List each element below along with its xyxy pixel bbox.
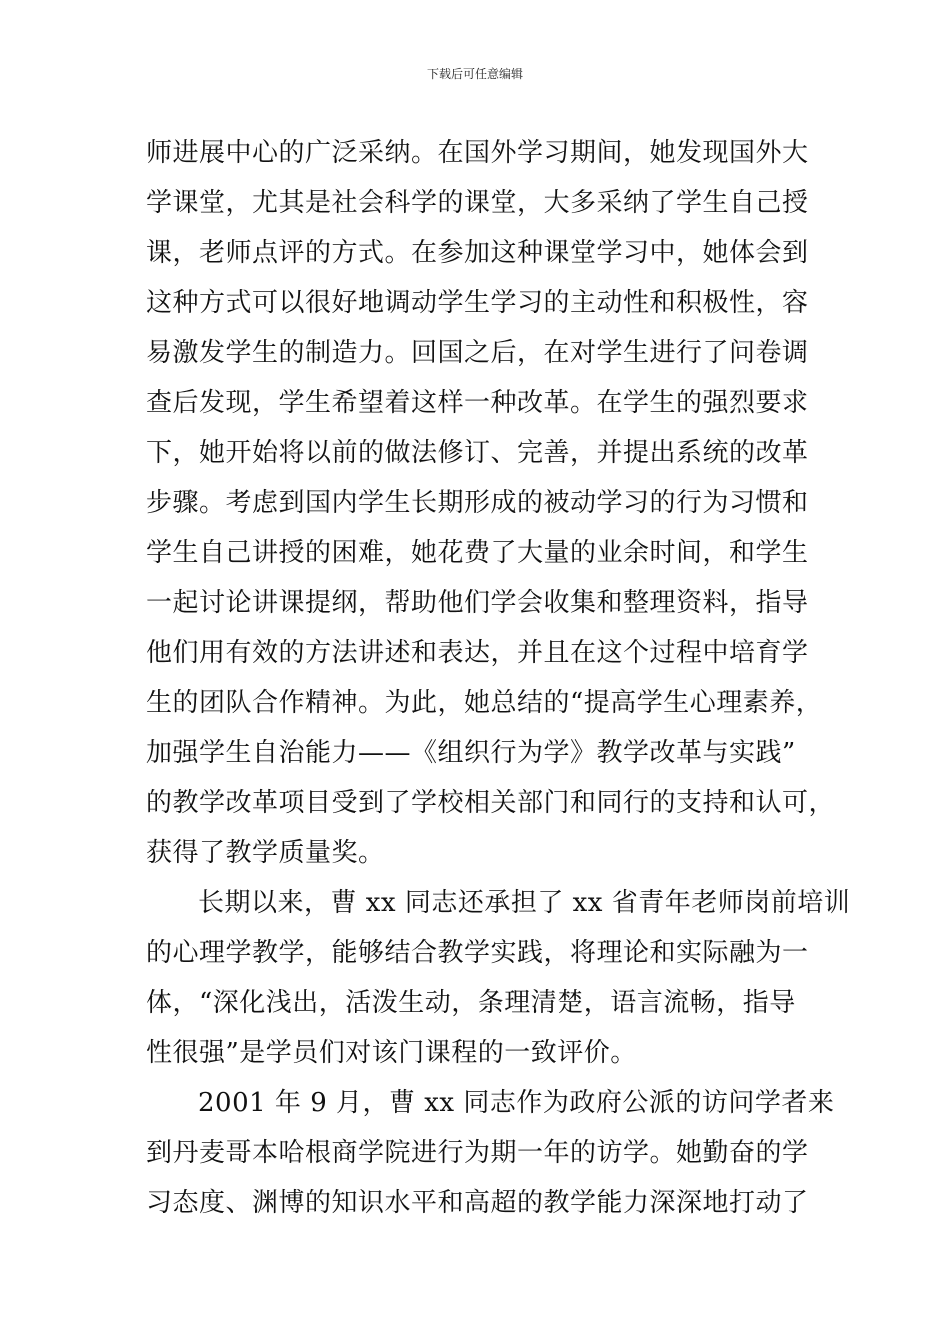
text-line: 下，她开始将以前的做法修订、完善，并提出系统的改革 xyxy=(146,438,809,468)
text-line: 的教学改革项目受到了学校相关部门和同行的支持和认可， xyxy=(146,788,836,818)
paragraph-1 xyxy=(146,128,836,878)
text-line: 易激发学生的制造力。回国之后，在对学生进行了问卷调 xyxy=(146,338,809,368)
text-line: 长期以来，曹 xx 同志还承担了 xx 省青年老师岗前培训 xyxy=(198,888,851,918)
text-line: 获得了教学质量奖。 xyxy=(146,838,385,868)
text-line: 一起讨论讲课提纲，帮助他们学会收集和整理资料，指导 xyxy=(146,588,809,618)
text-line: 2001 年 9 月，曹 xx 同志作为政府公派的访问学者来 xyxy=(198,1088,835,1118)
text-line: 性很强”是学员们对该门课程的一致评价。 xyxy=(146,1038,637,1068)
text-line: 查后发现，学生希望着这样一种改革。在学生的强烈要求 xyxy=(146,388,809,418)
paragraph-2 xyxy=(146,878,851,1078)
page-header: 下载后可任意编辑 xyxy=(426,67,523,81)
text-line: 到丹麦哥本哈根商学院进行为期一年的访学。她勤奋的学 xyxy=(146,1138,809,1168)
document-body xyxy=(146,128,851,1228)
text-line: 这种方式可以很好地调动学生学习的主动性和积极性，容 xyxy=(146,288,809,318)
text-line: 课，老师点评的方式。在参加这种课堂学习中，她体会到 xyxy=(146,238,809,268)
text-line: 的心理学教学，能够结合教学实践，将理论和实际融为一 xyxy=(146,938,809,968)
text-line: 学生自己讲授的困难，她花费了大量的业余时间，和学生 xyxy=(146,538,809,568)
text-line: 加强学生自治能力——《组织行为学》教学改革与实践” xyxy=(146,738,796,768)
text-line: 师进展中心的广泛采纳。在国外学习期间，她发现国外大 xyxy=(146,138,809,168)
paragraph-3 xyxy=(146,1078,835,1228)
text-line: 生的团队合作精神。为此，她总结的“提高学生心理素养， xyxy=(146,688,823,718)
text-line: 体，“深化浅出，活泼生动，条理清楚，语言流畅，指导 xyxy=(146,988,796,1018)
text-line: 步骤。考虑到国内学生长期形成的被动学习的行为习惯和 xyxy=(146,488,809,518)
text-line: 他们用有效的方法讲述和表达，并且在这个过程中培育学 xyxy=(146,638,809,668)
text-line: 习态度、渊博的知识水平和高超的教学能力深深地打动了 xyxy=(146,1188,809,1218)
text-line: 学课堂，尤其是社会科学的课堂，大多采纳了学生自己授 xyxy=(146,188,809,218)
